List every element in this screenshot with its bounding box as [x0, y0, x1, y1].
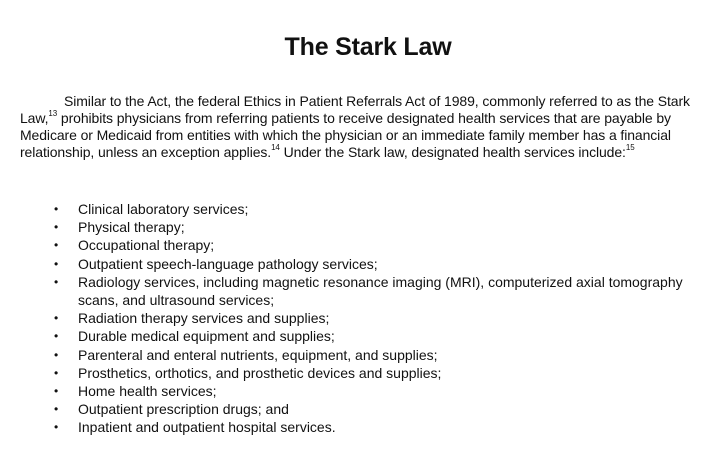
list-item-text: Radiology services, including magnetic resonance imaging (MRI), computerized axial tomography scans, and ultrasound services; — [78, 273, 683, 309]
list-item-text: Durable medical equipment and supplies; — [78, 328, 335, 345]
list-item — [54, 273, 704, 309]
paragraph-text-part1: Similar to the Act, the federal Ethics in Patient Referrals Act of 1989, commonly referred to as the Stark Law, — [20, 93, 690, 126]
list-item — [54, 382, 704, 400]
footnote-ref-13: 13 — [48, 109, 58, 118]
bullet-icon: • — [54, 420, 59, 435]
bullet-icon: • — [54, 202, 59, 216]
list-item — [54, 255, 704, 273]
list-item-text: Outpatient prescription drugs; and — [78, 401, 289, 418]
list-item — [54, 364, 704, 382]
paragraph-text-part3: Under the Stark law, designated health services include: — [279, 144, 626, 160]
bullet-icon: • — [54, 220, 59, 235]
list-item-text: Inpatient and outpatient hospital services. — [78, 419, 336, 436]
paragraph-text-part2: prohibits physicians from referring patients to receive designated health services that are payable by Medicare or Medicaid from entities with which the physician or an immediate family member has a financial relationship, unless an exception applies. — [20, 110, 671, 160]
list-item — [54, 309, 704, 327]
list-item — [54, 418, 704, 436]
bullet-icon: • — [54, 238, 59, 253]
bullet-icon: • — [54, 311, 59, 326]
bullet-icon: • — [54, 365, 59, 380]
list-item — [54, 400, 704, 418]
intro-paragraph — [20, 93, 710, 161]
list-item — [54, 327, 704, 345]
list-item — [54, 218, 704, 236]
list-item-text: Outpatient speech-language pathology services; — [78, 255, 378, 272]
bullet-icon: • — [54, 347, 59, 362]
list-item-text: Clinical laboratory services; — [78, 201, 249, 217]
bullet-icon: • — [54, 384, 59, 399]
list-item-text: Radiation therapy services and supplies; — [78, 310, 330, 327]
list-item-text: Occupational therapy; — [78, 237, 215, 254]
bullet-icon: • — [54, 256, 59, 271]
list-item-text: Parenteral and enteral nutrients, equipment, and supplies; — [78, 346, 438, 363]
bullet-icon: • — [54, 329, 59, 344]
footnote-ref-15: 15 — [625, 143, 635, 152]
list-item — [54, 200, 704, 218]
document-title: The Stark Law — [284, 33, 452, 61]
list-item-text: Prosthetics, orthotics, and prosthetic devices and supplies; — [78, 364, 442, 381]
list-item — [54, 346, 704, 364]
footnote-ref-14: 14 — [271, 143, 280, 152]
list-item-text: Physical therapy; — [78, 219, 185, 236]
list-item-text: Home health services; — [78, 383, 217, 400]
bullet-icon: • — [54, 274, 59, 289]
designated-services-list — [54, 200, 704, 437]
list-item — [54, 236, 704, 254]
bullet-icon: • — [54, 402, 59, 417]
